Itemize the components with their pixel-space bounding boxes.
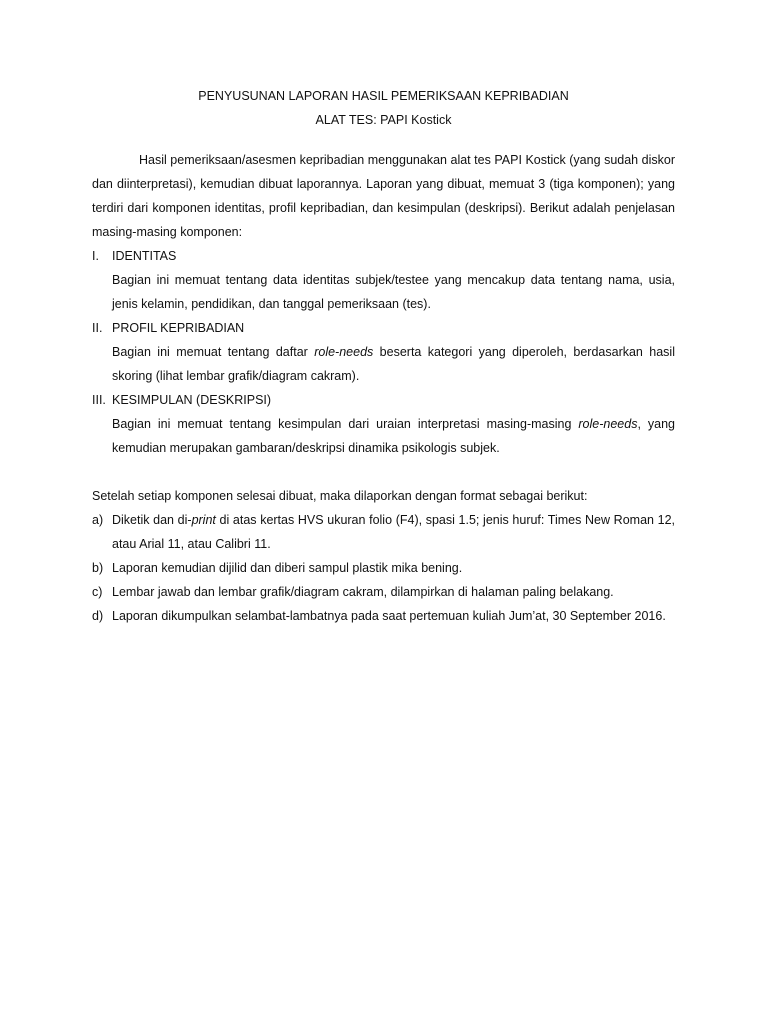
section-body-text: Bagian ini memuat tentang daftar — [112, 345, 315, 359]
format-item-b — [92, 556, 675, 580]
list-marker: b) — [92, 561, 104, 575]
section-number: II. — [92, 321, 103, 335]
section-kesimpulan — [92, 388, 675, 460]
section-title: PROFIL KEPRIBADIAN — [112, 321, 245, 335]
list-item-text: Laporan kemudian dijilid dan diberi sampul plastik mika bening. — [112, 561, 463, 575]
section-body-text: Bagian ini memuat tentang kesimpulan dari uraian interpretasi masing-masing — [112, 417, 579, 431]
format-intro: Setelah setiap komponen selesai dibuat, maka dilaporkan dengan format sebagai berikut: — [92, 489, 588, 503]
section-body-text: beserta kategori yang diperoleh, berdasarkan hasil skoring (lihat lembar grafik/diagram cakram). — [112, 345, 675, 383]
section-number: III. — [92, 393, 106, 407]
intro-paragraph: Hasil pemeriksaan/asesmen kepribadian menggunakan alat tes PAPI Kostick (yang sudah diskor dan diinterpretasi), kemudian dibuat laporannya. Laporan yang dibuat, memuat 3 (tiga komponen); yang terdiri dari komponen identitas, profil kepribadian, dan kesimpulan (deskripsi). Berikut adalah penjelasan masing-masing komponen: — [92, 153, 675, 239]
list-item-text: Lembar jawab dan lembar grafik/diagram cakram, dilampirkan di halaman paling belakang. — [112, 585, 614, 599]
spacer — [92, 460, 675, 484]
list-marker: a) — [92, 513, 104, 527]
section-number: I. — [92, 249, 99, 263]
list-marker: c) — [92, 585, 103, 599]
list-item-text-part: Diketik dan di- — [112, 513, 192, 527]
spacer — [92, 132, 675, 148]
document-subtitle: ALAT TES: PAPI Kostick — [315, 113, 452, 127]
section-body: Bagian ini memuat tentang data identitas subjek/testee yang mencakup data tentang nama, usia, jenis kelamin, pendidikan, dan tanggal pemeriksaan (tes). — [112, 273, 675, 311]
section-title: IDENTITAS — [112, 249, 177, 263]
section-heading — [92, 316, 675, 340]
format-item-d — [92, 604, 675, 628]
format-item-c — [92, 580, 675, 604]
section-body — [112, 340, 675, 388]
section-body-emphasis: role-needs — [578, 417, 638, 431]
section-body-emphasis: role-needs — [314, 345, 374, 359]
section-profil-kepribadian — [92, 316, 675, 388]
section-body-text: , yang kemudian merupakan gambaran/deskripsi dinamika psikologis subjek. — [112, 417, 675, 455]
list-marker: d) — [92, 609, 104, 623]
section-identitas — [92, 244, 675, 316]
list-item-text: Laporan dikumpulkan selambat-lambatnya pada saat pertemuan kuliah Jum’at, 30 September 2016. — [112, 609, 666, 623]
section-heading — [92, 388, 675, 412]
section-body — [112, 412, 675, 460]
list-item-text — [112, 508, 675, 556]
section-heading — [92, 244, 675, 268]
section-title: KESIMPULAN (DESKRIPSI) — [112, 393, 272, 407]
format-item-a — [92, 508, 675, 556]
list-item-emphasis: print — [191, 513, 216, 527]
document-content — [92, 84, 675, 628]
document-title: PENYUSUNAN LAPORAN HASIL PEMERIKSAAN KEPRIBADIAN — [198, 89, 569, 103]
list-item-text-part: di atas kertas HVS ukuran folio (F4), spasi 1.5; jenis huruf: Times New Roman 12, atau Arial 11, atau Calibri 11. — [112, 513, 675, 551]
